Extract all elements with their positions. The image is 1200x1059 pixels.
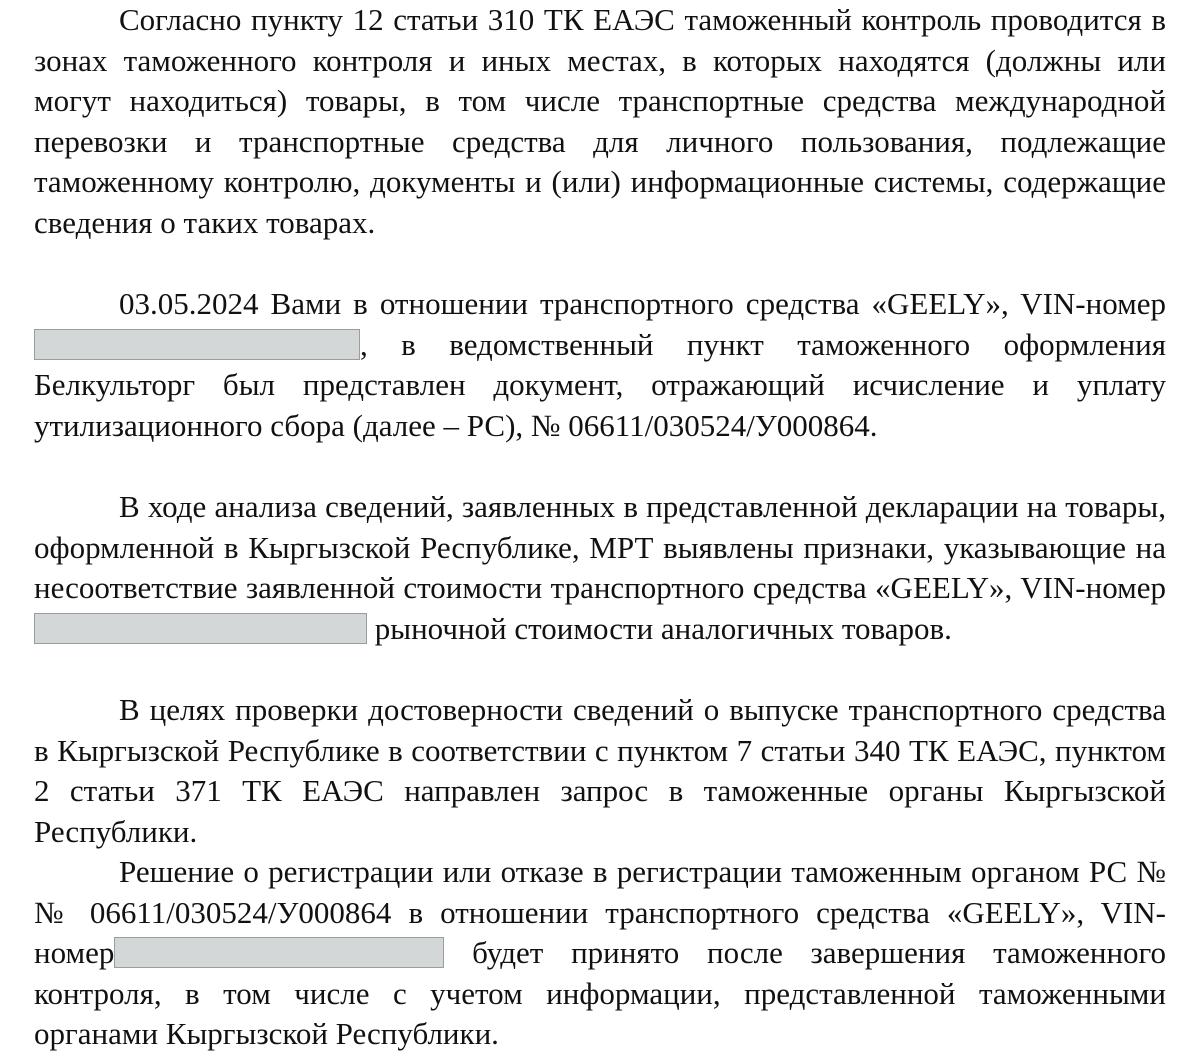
redacted-vin-number: [114, 937, 444, 968]
paragraph-text-before-vin: 03.05.2024 Вами в отношении транспортного средства «GEELY», VIN-номер: [119, 286, 1166, 321]
paragraph-text-after-vin: будет принято после завершения таможенного контроля, в том числе с учетом информации, представленной таможенными органами Кыргызской Республики.: [34, 935, 1166, 1052]
paragraph-text-before-vin: Решение о регистрации или отказе в регистрации таможенным органом РС № № 06611/030524/У000864 в отношении транспортного средства «GEELY», VIN-номер: [34, 854, 1166, 971]
redacted-vin-number: [34, 613, 367, 644]
paragraph-text-after-vin: рыночной стоимости аналогичных товаров.: [374, 610, 952, 646]
paragraph-registration-decision: [34, 852, 1166, 1055]
paragraph-declaration-analysis: [34, 487, 1166, 649]
paragraph-recycling-fee-document: [34, 284, 1166, 446]
paragraph-customs-control-zones: Согласно пункту 12 статьи 310 ТК ЕАЭС таможенный контроль проводится в зонах таможенного контроля и иных местах, в которых находятся (должны или могут находиться) товары, в том числе транспортные средства международной перевозки и транспортные средства для личного пользования, подлежащие таможенному контролю, документы и (или) информационные системы, содержащие сведения о таких товарах.: [34, 2, 1166, 240]
paragraph-text-after-vin: , в ведомственный пункт таможенного оформления Белкульторг был представлен документ, отражающий исчисление и уплату утилизационного сбора (далее – РС), № 06611/030524/У000864.: [34, 326, 1166, 443]
paragraph-verification-request: В целях проверки достоверности сведений о выпуске транспортного средства в Кыргызской Республике в соответствии с пунктом 7 статьи 340 ТК ЕАЭС, пунктом 2 статьи 371 ТК ЕАЭС направлен запрос в таможенные органы Кыргызской Республики.: [34, 692, 1166, 849]
redacted-vin-number: [34, 329, 360, 360]
paragraph-text-before-vin: В ходе анализа сведений, заявленных в представленной декларации на товары, оформленной в Кыргызской Республике, МРТ выявлены признаки, указывающие на несоответствие заявленной стоимости транспортного средства «GEELY», VIN-номер: [34, 489, 1166, 606]
